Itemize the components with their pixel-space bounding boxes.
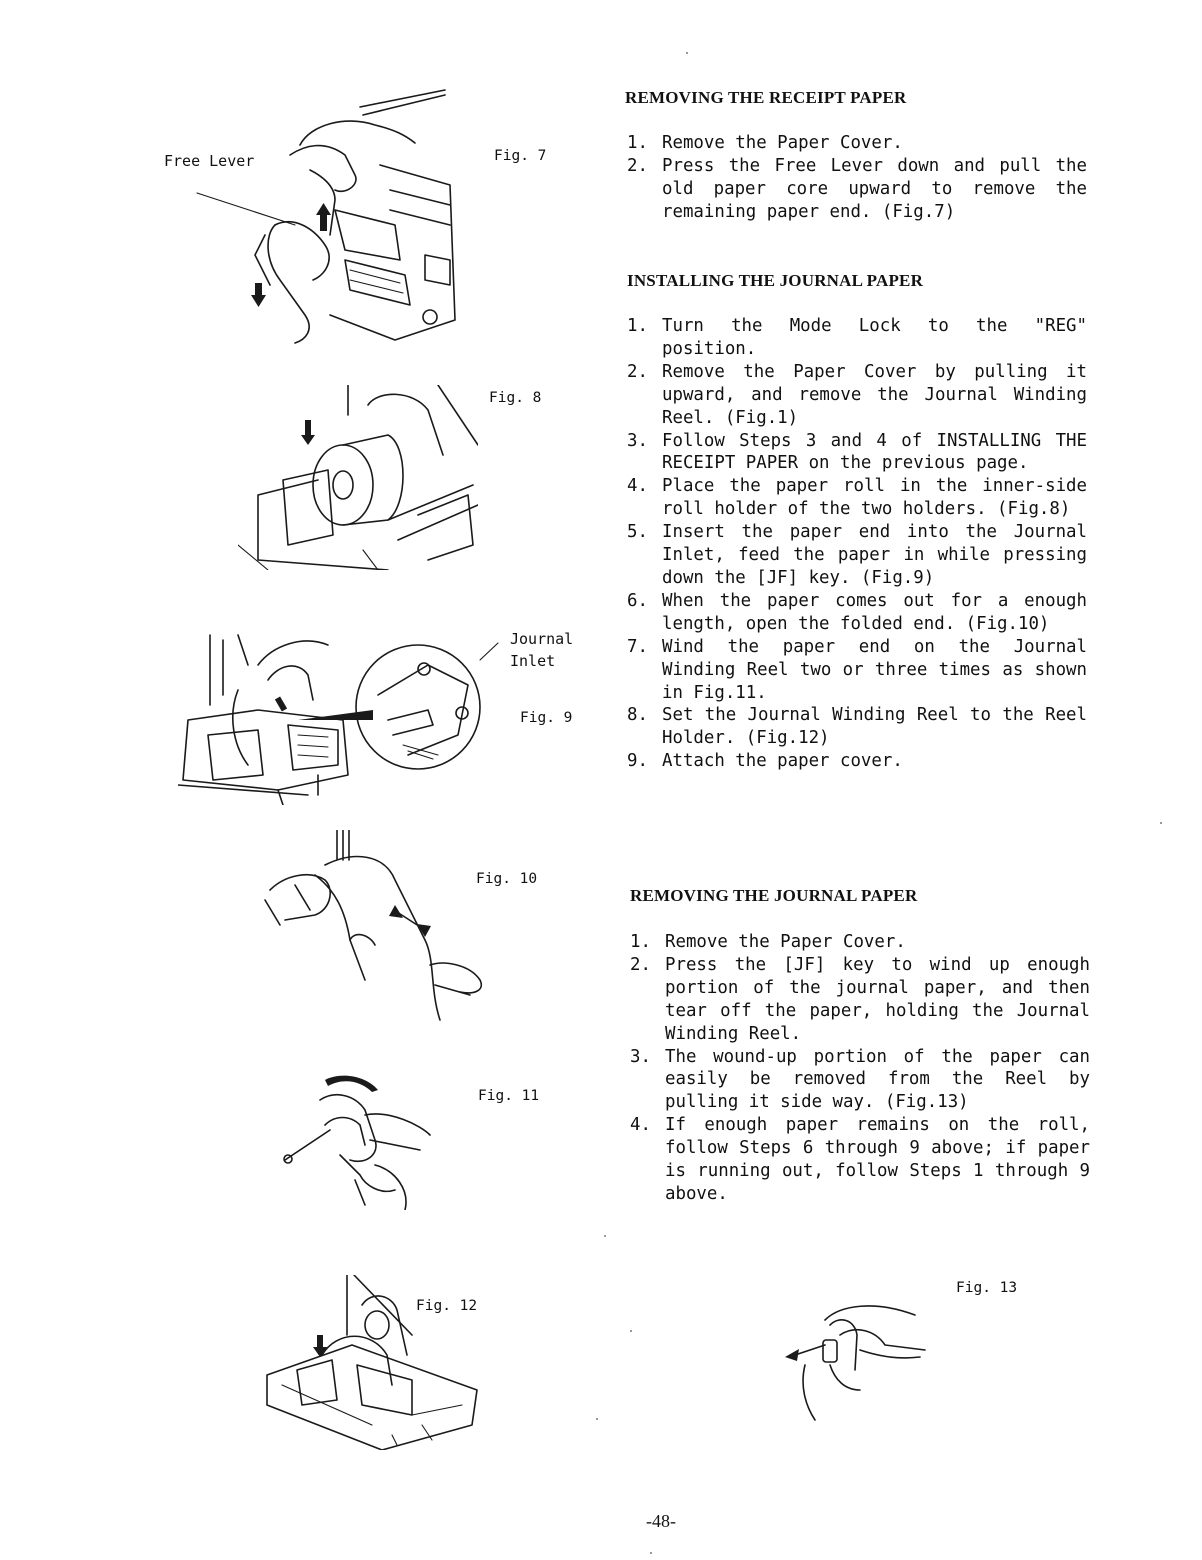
list-item [627,132,1087,155]
steps-installing-journal-paper [627,315,1087,773]
step-text: Insert the paper end into the Journal Inlet, feed the paper in while pressing down the [JF] key. (Fig.9) [662,522,1087,588]
step-text: If enough paper remains on the roll, follow Steps 6 through 9 above; if paper is running out, follow Steps 1 through 9 above. [665,1115,1090,1204]
step-text: Remove the Paper Cover. [665,932,906,952]
step-text: Press the [JF] key to wind up enough portion of the journal paper, and then tear off the paper, holding the Journal Winding Reel. [665,954,1090,1044]
list-item [630,1114,1090,1206]
step-number: 8. [627,705,648,726]
step-text: Follow Steps 3 and 4 of INSTALLING THE RECEIPT PAPER on the previous page. [662,430,1087,474]
step-number: 2. [630,954,651,975]
list-item [627,430,1087,476]
heading-installing-journal-paper: INSTALLING THE JOURNAL PAPER [627,271,924,290]
list-item [627,521,1087,590]
free-lever-label: Free Lever [164,152,255,170]
fig11-caption: Fig. 11 [478,1088,540,1104]
step-text: Set the Journal Winding Reel to the Reel Holder. (Fig.12) [662,705,1087,749]
step-number: 6. [627,590,648,611]
list-item [627,636,1087,705]
step-number: 4. [627,476,648,497]
list-item [627,361,1087,430]
list-item [627,704,1087,750]
fig10-caption: Fig. 10 [476,871,538,887]
fig10-illustration [255,830,485,1025]
step-number: 2. [627,155,648,176]
fig9-caption: Fig. 9 [520,710,573,726]
scan-speck [630,1330,632,1332]
list-item [627,155,1087,224]
step-number: 1. [627,316,648,336]
step-text: Wind the paper end on the Journal Winding Reel two or three times as shown in Fig.11. [662,636,1087,703]
step-text: The wound-up portion of the paper can easily be removed from the Reel by pulling it side way. (Fig.13) [665,1046,1090,1113]
fig11-illustration [280,1070,440,1210]
step-text: Attach the paper cover. [662,751,903,772]
step-text: When the paper comes out for a enough length, open the folded end. (Fig.10) [662,590,1087,634]
scan-speck [650,1552,652,1554]
heading-removing-receipt-paper: REMOVING THE RECEIPT PAPER [625,88,907,107]
step-number: 2. [627,361,648,382]
list-item [627,590,1087,636]
scan-speck [686,52,688,54]
fig9-illustration [178,625,508,805]
list-item [630,1046,1090,1115]
list-item [627,750,1087,773]
step-number: 1. [627,133,648,153]
fig7-illustration [195,85,465,350]
scan-speck [596,1418,598,1420]
step-number: 9. [627,751,648,772]
fig8-caption: Fig. 8 [489,390,542,406]
scan-speck [604,1235,606,1237]
fig12-illustration [262,1275,482,1450]
heading-removing-journal-paper: REMOVING THE JOURNAL PAPER [630,886,918,905]
steps-removing-receipt-paper [627,132,1087,224]
step-number: 1. [630,932,651,952]
step-number: 5. [627,522,648,543]
list-item [627,315,1087,361]
step-text: Place the paper roll in the inner-side roll holder of the two holders. (Fig.8) [662,476,1087,520]
step-number: 4. [630,1115,651,1136]
step-text: Remove the Paper Cover by pulling it upward, and remove the Journal Winding Reel. (Fig.1) [662,361,1087,428]
step-text: Turn the Mode Lock to the "REG" position. [662,316,1087,359]
journal-inlet-label-line2: Inlet [510,652,556,670]
fig7-caption: Fig. 7 [494,148,547,164]
scan-speck [1160,822,1162,824]
step-text: Press the Free Lever down and pull the old paper core upward to remove the remaining paper end. (Fig.7) [662,155,1087,222]
step-number: 3. [627,430,648,451]
list-item [630,931,1090,954]
page-number: -48- [646,1511,676,1531]
list-item [630,954,1090,1046]
journal-inlet-label-line1: Journal [510,630,574,648]
list-item [627,475,1087,521]
fig13-illustration [785,1295,930,1425]
steps-removing-journal-paper [630,931,1090,1206]
step-text: Remove the Paper Cover. [662,133,903,153]
fig8-illustration [238,385,478,570]
fig12-caption: Fig. 12 [416,1298,478,1314]
fig13-caption: Fig. 13 [956,1280,1018,1296]
journal-inlet-label [510,628,573,672]
step-number: 7. [627,636,648,657]
step-number: 3. [630,1046,651,1067]
